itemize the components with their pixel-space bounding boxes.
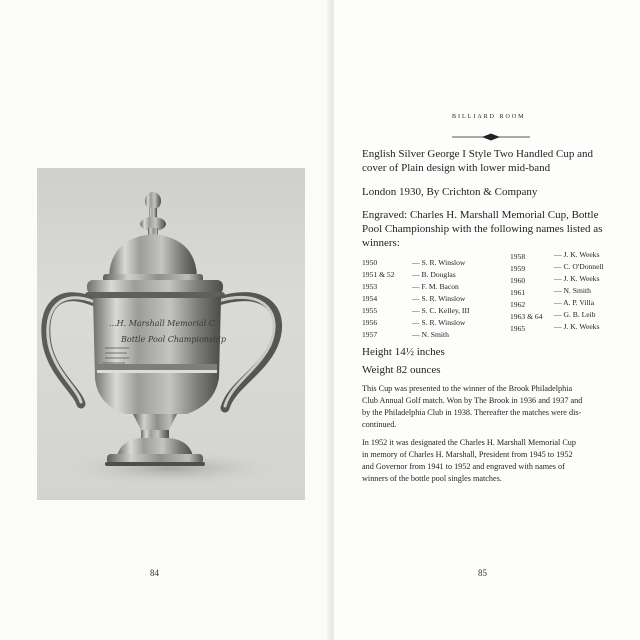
history-paragraph-line: continued. (362, 420, 397, 429)
engraved-line-1: Engraved: Charles H. Marshall Memorial Cup, Bottle (362, 209, 599, 221)
memorial-paragraph-line: In 1952 it was designated the Charles H. Marshall Memorial Cup (362, 438, 576, 447)
winner-year: 1961 (510, 288, 526, 297)
weight-line: Weight 82 ounces (362, 364, 441, 376)
history-paragraph-line: This Cup was presented to the winner of the Brook Philadelphia (362, 384, 573, 393)
winner-name: — S. R. Winslow (412, 258, 466, 267)
winner-year: 1957 (362, 330, 378, 339)
engraved-line-2: Pool Championship with the following names listed as (362, 223, 603, 235)
maker-line: London 1930, By Crichton & Company (362, 186, 538, 198)
trophy-cup-photo (37, 168, 305, 500)
winner-year: 1958 (510, 252, 526, 261)
winner-year: 1962 (510, 300, 526, 309)
winner-name: — J. K. Weeks (554, 274, 600, 283)
winner-name: — F. M. Bacon (412, 282, 459, 291)
engraved-line-3: winners: (362, 237, 400, 249)
winner-year: 1951 & 52 (362, 270, 395, 279)
winner-name: — C. O'Donnell (554, 262, 604, 271)
winner-name: — S. R. Winslow (412, 318, 466, 327)
winner-name: — A. P. Villa (554, 298, 595, 307)
winner-year: 1955 (362, 306, 378, 315)
winner-name: — J. K. Weeks (554, 250, 600, 259)
winner-year: 1963 & 64 (510, 312, 543, 321)
running-head: BILLIARD ROOM (452, 114, 526, 120)
height-line: Height 14½ inches (362, 346, 445, 358)
memorial-paragraph-line: in memory of Charles H. Marshall, President from 1945 to 1952 (362, 450, 573, 459)
winner-name: — J. K. Weeks (554, 322, 600, 331)
history-paragraph-line: by the Philadelphia Club in 1938. Thereafter the matches were dis- (362, 408, 582, 417)
winner-year: 1959 (510, 264, 526, 273)
description-line-1: English Silver George I Style Two Handled Cup and (362, 148, 594, 160)
winner-year: 1960 (510, 276, 526, 285)
winner-name: — S. C. Kelley, III (412, 306, 470, 315)
right-page (334, 0, 640, 640)
winner-name: — N. Smith (412, 330, 449, 339)
silver-cup-illustration (37, 168, 305, 500)
memorial-paragraph-line: and Governor from 1941 to 1952 and engraved with names of (362, 462, 565, 471)
winner-year: 1954 (362, 294, 378, 303)
winner-name: — N. Smith (554, 286, 591, 295)
winner-name: — G. B. Leib (554, 310, 596, 319)
ornament-rule-icon (452, 133, 530, 141)
memorial-paragraph-line: winners of the bottle pool singles matches. (362, 474, 502, 483)
winner-year: 1956 (362, 318, 378, 327)
winner-year: 1953 (362, 282, 378, 291)
page-number-right: 85 (478, 568, 487, 578)
svg-text:Bottle Pool Championship: Bottle Pool Championship (121, 335, 226, 344)
winner-year: 1965 (510, 324, 526, 333)
description-line-2: cover of Plain design with lower mid-band (362, 162, 551, 174)
winner-name: — B. Douglas (412, 270, 456, 279)
winner-year: 1950 (362, 258, 378, 267)
history-paragraph-line: Club Annual Golf match. Won by The Brook in 1936 and 1937 and (362, 396, 583, 405)
winner-name: — S. R. Winslow (412, 294, 466, 303)
page-number-left: 84 (150, 568, 159, 578)
svg-text:...H. Marshall Memorial C: ...H. Marshall Memorial C (109, 319, 215, 328)
